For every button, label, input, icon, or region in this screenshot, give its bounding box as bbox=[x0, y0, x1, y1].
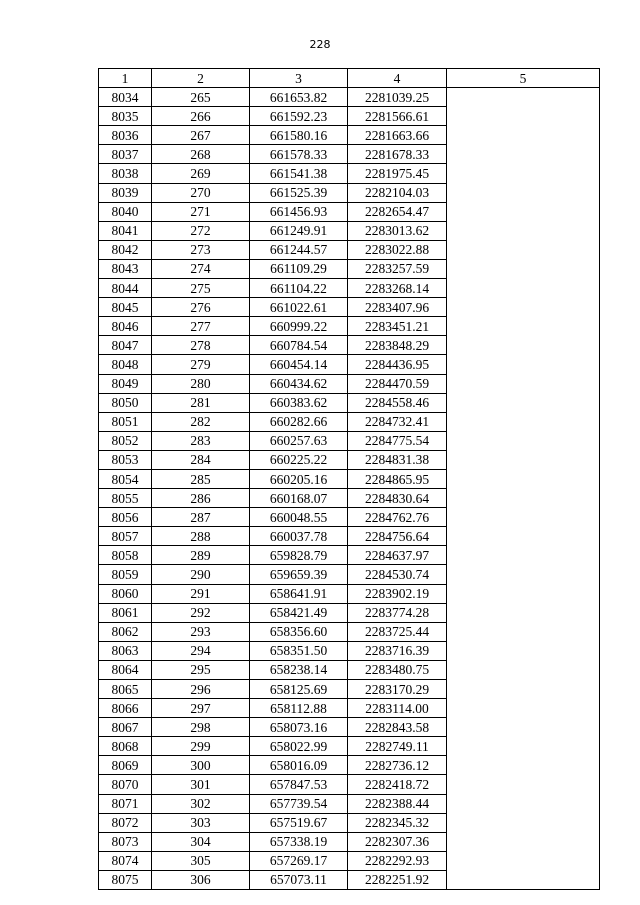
table-cell-col-4: 2284865.95 bbox=[348, 469, 447, 488]
table-cell-col-1: 8050 bbox=[99, 393, 152, 412]
table-cell-col-1: 8060 bbox=[99, 584, 152, 603]
table-cell-col-2: 274 bbox=[152, 259, 250, 278]
table-cell-col-1: 8053 bbox=[99, 450, 152, 469]
table-cell-col-2: 269 bbox=[152, 164, 250, 183]
column-header-4: 4 bbox=[348, 69, 447, 88]
table-cell-col-2: 273 bbox=[152, 240, 250, 259]
table-cell-col-2: 270 bbox=[152, 183, 250, 202]
table-cell-col-2: 277 bbox=[152, 317, 250, 336]
table-cell-col-1: 8075 bbox=[99, 870, 152, 889]
table-cell-col-3: 661580.16 bbox=[250, 126, 348, 145]
table-cell-col-2: 288 bbox=[152, 527, 250, 546]
table-cell-col-3: 660257.63 bbox=[250, 431, 348, 450]
table-cell-col-1: 8048 bbox=[99, 355, 152, 374]
table-cell-col-1: 8049 bbox=[99, 374, 152, 393]
table-cell-col-1: 8062 bbox=[99, 622, 152, 641]
table-cell-col-3: 658351.50 bbox=[250, 641, 348, 660]
table-cell-col-2: 296 bbox=[152, 680, 250, 699]
table-cell-col-1: 8041 bbox=[99, 221, 152, 240]
table-cell-col-2: 283 bbox=[152, 431, 250, 450]
table-cell-col-2: 286 bbox=[152, 489, 250, 508]
table-cell-col-3: 660037.78 bbox=[250, 527, 348, 546]
table-cell-col-1: 8051 bbox=[99, 412, 152, 431]
table-cell-col-1: 8055 bbox=[99, 489, 152, 508]
table-cell-col-2: 303 bbox=[152, 813, 250, 832]
table-cell-col-1: 8052 bbox=[99, 431, 152, 450]
table-cell-col-2: 280 bbox=[152, 374, 250, 393]
table-cell-col-4: 2283725.44 bbox=[348, 622, 447, 641]
table-cell-col-4: 2284436.95 bbox=[348, 355, 447, 374]
table-cell-col-3: 661104.22 bbox=[250, 279, 348, 298]
table-cell-col-1: 8034 bbox=[99, 88, 152, 107]
table-cell-col-1: 8038 bbox=[99, 164, 152, 183]
table-cell-col-1: 8072 bbox=[99, 813, 152, 832]
table-cell-col-1: 8042 bbox=[99, 240, 152, 259]
table-cell-col-1: 8064 bbox=[99, 660, 152, 679]
table-cell-col-2: 293 bbox=[152, 622, 250, 641]
table-cell-col-4: 2282843.58 bbox=[348, 718, 447, 737]
table-cell-col-4: 2283774.28 bbox=[348, 603, 447, 622]
table-cell-col-2: 267 bbox=[152, 126, 250, 145]
table-row bbox=[99, 88, 600, 107]
table-cell-col-1: 8071 bbox=[99, 794, 152, 813]
table-cell-col-3: 661541.38 bbox=[250, 164, 348, 183]
table-cell-col-2: 291 bbox=[152, 584, 250, 603]
table-cell-col-1: 8074 bbox=[99, 851, 152, 870]
table-cell-col-4: 2283848.29 bbox=[348, 336, 447, 355]
table-cell-col-3: 657519.67 bbox=[250, 813, 348, 832]
table-cell-col-4: 2282251.92 bbox=[348, 870, 447, 889]
table-cell-col-1: 8054 bbox=[99, 469, 152, 488]
coordinates-table bbox=[98, 68, 600, 890]
table-cell-col-2: 298 bbox=[152, 718, 250, 737]
table-cell-col-3: 661109.29 bbox=[250, 259, 348, 278]
table-cell-col-1: 8036 bbox=[99, 126, 152, 145]
table-cell-col-2: 285 bbox=[152, 469, 250, 488]
table-cell-col-4: 2282749.11 bbox=[348, 737, 447, 756]
table-cell-col-1: 8068 bbox=[99, 737, 152, 756]
table-cell-col-4: 2284831.38 bbox=[348, 450, 447, 469]
table-cell-col-4: 2284530.74 bbox=[348, 565, 447, 584]
table-cell-col-2: 294 bbox=[152, 641, 250, 660]
table-cell-col-2: 271 bbox=[152, 202, 250, 221]
table-cell-col-1: 8039 bbox=[99, 183, 152, 202]
table-cell-col-1: 8058 bbox=[99, 546, 152, 565]
table-cell-col-2: 302 bbox=[152, 794, 250, 813]
table-cell-col-2: 265 bbox=[152, 88, 250, 107]
table-cell-col-2: 305 bbox=[152, 851, 250, 870]
table-cell-col-2: 287 bbox=[152, 508, 250, 527]
table-cell-col-3: 658641.91 bbox=[250, 584, 348, 603]
table-cell-col-4: 2282345.32 bbox=[348, 813, 447, 832]
table-cell-col-4: 2282388.44 bbox=[348, 794, 447, 813]
table-cell-col-3: 660383.62 bbox=[250, 393, 348, 412]
table-cell-col-4: 2282736.12 bbox=[348, 756, 447, 775]
table-cell-col-4: 2284775.54 bbox=[348, 431, 447, 450]
table-cell-col-4: 2281975.45 bbox=[348, 164, 447, 183]
page-number: 228 bbox=[309, 38, 331, 51]
table-cell-col-3: 661525.39 bbox=[250, 183, 348, 202]
column-header-3: 3 bbox=[250, 69, 348, 88]
table-cell-col-4: 2283257.59 bbox=[348, 259, 447, 278]
table-cell-col-3: 658356.60 bbox=[250, 622, 348, 641]
table-cell-col-1: 8065 bbox=[99, 680, 152, 699]
table-cell-col-4: 2283268.14 bbox=[348, 279, 447, 298]
table-cell-col-3: 661456.93 bbox=[250, 202, 348, 221]
column-header-5: 5 bbox=[447, 69, 600, 88]
table-cell-col-2: 275 bbox=[152, 279, 250, 298]
table-cell-col-2: 279 bbox=[152, 355, 250, 374]
table-cell-col-2: 268 bbox=[152, 145, 250, 164]
table-cell-col-4: 2282654.47 bbox=[348, 202, 447, 221]
table-cell-col-1: 8037 bbox=[99, 145, 152, 164]
table-cell-col-2: 292 bbox=[152, 603, 250, 622]
table-cell-col-1: 8061 bbox=[99, 603, 152, 622]
table-cell-col-4: 2283022.88 bbox=[348, 240, 447, 259]
table-cell-col-3: 657739.54 bbox=[250, 794, 348, 813]
table-cell-col-1: 8046 bbox=[99, 317, 152, 336]
table-cell-col-2: 282 bbox=[152, 412, 250, 431]
table-cell-col-2: 281 bbox=[152, 393, 250, 412]
table-cell-col-4: 2282307.36 bbox=[348, 832, 447, 851]
table-cell-col-4: 2281566.61 bbox=[348, 107, 447, 126]
table-cell-col-1: 8073 bbox=[99, 832, 152, 851]
table-cell-col-2: 304 bbox=[152, 832, 250, 851]
table-cell-col-4: 2282292.93 bbox=[348, 851, 447, 870]
table-cell-col-3: 658016.09 bbox=[250, 756, 348, 775]
table-cell-col-2: 278 bbox=[152, 336, 250, 355]
table-body bbox=[99, 88, 600, 890]
table-cell-col-3: 660048.55 bbox=[250, 508, 348, 527]
table-cell-col-1: 8059 bbox=[99, 565, 152, 584]
table-cell-col-3: 661249.91 bbox=[250, 221, 348, 240]
table-cell-col-1: 8044 bbox=[99, 279, 152, 298]
table-cell-col-3: 657847.53 bbox=[250, 775, 348, 794]
table-cell-col-3: 660168.07 bbox=[250, 489, 348, 508]
table-cell-col-2: 266 bbox=[152, 107, 250, 126]
table-cell-col-2: 272 bbox=[152, 221, 250, 240]
table-cell-col-3: 658112.88 bbox=[250, 699, 348, 718]
table-cell-col-4: 2283013.62 bbox=[348, 221, 447, 240]
table-cell-col-2: 289 bbox=[152, 546, 250, 565]
table-cell-col-1: 8070 bbox=[99, 775, 152, 794]
table-cell-col-3: 657269.17 bbox=[250, 851, 348, 870]
column-header-2: 2 bbox=[152, 69, 250, 88]
table-cell-col-3: 660454.14 bbox=[250, 355, 348, 374]
table-cell-col-3: 660282.66 bbox=[250, 412, 348, 431]
table-cell-col-4: 2284756.64 bbox=[348, 527, 447, 546]
table-cell-col-3: 658073.16 bbox=[250, 718, 348, 737]
table-cell-col-3: 657338.19 bbox=[250, 832, 348, 851]
table-cell-col-2: 295 bbox=[152, 660, 250, 679]
table-cell-col-3: 658238.14 bbox=[250, 660, 348, 679]
table-cell-col-3: 657073.11 bbox=[250, 870, 348, 889]
table-cell-col-3: 658022.99 bbox=[250, 737, 348, 756]
table-cell-col-4: 2284558.46 bbox=[348, 393, 447, 412]
table-cell-col-1: 8057 bbox=[99, 527, 152, 546]
table-cell-col-5 bbox=[447, 88, 600, 890]
table-cell-col-3: 661578.33 bbox=[250, 145, 348, 164]
table-cell-col-4: 2282418.72 bbox=[348, 775, 447, 794]
table-cell-col-2: 290 bbox=[152, 565, 250, 584]
table-cell-col-3: 659828.79 bbox=[250, 546, 348, 565]
table-cell-col-4: 2283451.21 bbox=[348, 317, 447, 336]
table-cell-col-3: 661592.23 bbox=[250, 107, 348, 126]
table-cell-col-4: 2281663.66 bbox=[348, 126, 447, 145]
table-cell-col-1: 8069 bbox=[99, 756, 152, 775]
table-cell-col-4: 2282104.03 bbox=[348, 183, 447, 202]
table-cell-col-2: 301 bbox=[152, 775, 250, 794]
table-cell-col-2: 299 bbox=[152, 737, 250, 756]
table-cell-col-1: 8040 bbox=[99, 202, 152, 221]
table-cell-col-3: 660999.22 bbox=[250, 317, 348, 336]
table-cell-col-2: 284 bbox=[152, 450, 250, 469]
table-cell-col-4: 2284762.76 bbox=[348, 508, 447, 527]
table-cell-col-4: 2283114.00 bbox=[348, 699, 447, 718]
table-cell-col-1: 8063 bbox=[99, 641, 152, 660]
column-header-1: 1 bbox=[99, 69, 152, 88]
table-cell-col-3: 660205.16 bbox=[250, 469, 348, 488]
table-cell-col-1: 8066 bbox=[99, 699, 152, 718]
table-cell-col-3: 660225.22 bbox=[250, 450, 348, 469]
table-cell-col-1: 8043 bbox=[99, 259, 152, 278]
table-cell-col-4: 2281039.25 bbox=[348, 88, 447, 107]
table-cell-col-4: 2283716.39 bbox=[348, 641, 447, 660]
table-cell-col-2: 300 bbox=[152, 756, 250, 775]
table-cell-col-4: 2284470.59 bbox=[348, 374, 447, 393]
table-cell-col-1: 8067 bbox=[99, 718, 152, 737]
table-cell-col-2: 306 bbox=[152, 870, 250, 889]
table-header-row bbox=[99, 69, 600, 88]
table-cell-col-1: 8045 bbox=[99, 298, 152, 317]
table-cell-col-3: 660784.54 bbox=[250, 336, 348, 355]
table-cell-col-4: 2284830.64 bbox=[348, 489, 447, 508]
table-cell-col-3: 658125.69 bbox=[250, 680, 348, 699]
table-cell-col-3: 660434.62 bbox=[250, 374, 348, 393]
table-cell-col-3: 658421.49 bbox=[250, 603, 348, 622]
table-cell-col-3: 661244.57 bbox=[250, 240, 348, 259]
table-cell-col-4: 2284637.97 bbox=[348, 546, 447, 565]
table-cell-col-4: 2283480.75 bbox=[348, 660, 447, 679]
table-cell-col-4: 2283407.96 bbox=[348, 298, 447, 317]
table-cell-col-4: 2281678.33 bbox=[348, 145, 447, 164]
table-cell-col-4: 2283170.29 bbox=[348, 680, 447, 699]
table-cell-col-3: 659659.39 bbox=[250, 565, 348, 584]
table-cell-col-1: 8056 bbox=[99, 508, 152, 527]
table-cell-col-2: 297 bbox=[152, 699, 250, 718]
table-cell-col-3: 661022.61 bbox=[250, 298, 348, 317]
table-cell-col-4: 2283902.19 bbox=[348, 584, 447, 603]
table-cell-col-1: 8047 bbox=[99, 336, 152, 355]
table-cell-col-4: 2284732.41 bbox=[348, 412, 447, 431]
table-cell-col-3: 661653.82 bbox=[250, 88, 348, 107]
table-cell-col-2: 276 bbox=[152, 298, 250, 317]
table-cell-col-1: 8035 bbox=[99, 107, 152, 126]
